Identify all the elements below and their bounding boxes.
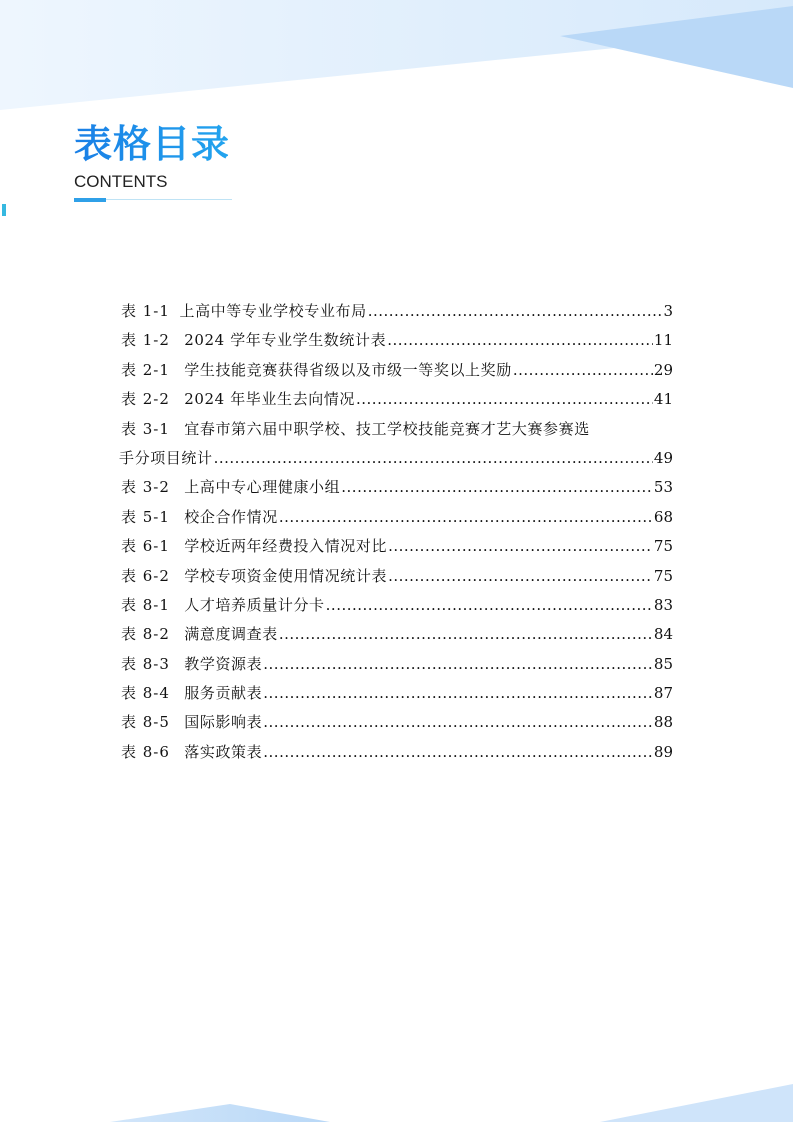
table-of-contents — [121, 297, 673, 767]
toc-entry-page: 41 — [653, 390, 673, 409]
toc-entry[interactable] — [121, 650, 673, 679]
toc-entry-label: 表 3-2 — [121, 478, 170, 497]
toc-entry-page: 88 — [653, 713, 673, 732]
toc-entry[interactable] — [121, 356, 673, 385]
toc-entry-page: 75 — [653, 566, 673, 585]
toc-entry-page: 75 — [653, 537, 673, 556]
toc-entry[interactable] — [121, 473, 673, 502]
toc-leader-dots — [388, 562, 653, 591]
toc-entry-label: 表 8-5 — [121, 713, 170, 732]
toc-leader-dots — [513, 356, 653, 385]
toc-entry-title: 满意度调查表 — [184, 625, 278, 644]
toc-entry[interactable] — [121, 708, 673, 737]
toc-entry-label: 表 6-1 — [121, 537, 170, 556]
toc-leader-dots — [326, 591, 653, 620]
toc-entry-title: 校企合作情况 — [184, 507, 278, 526]
toc-entry[interactable] — [121, 415, 673, 444]
toc-leader-dots — [263, 708, 653, 737]
underline-rule — [106, 199, 232, 200]
toc-entry[interactable] — [121, 385, 673, 414]
title-underline — [74, 198, 232, 203]
toc-entry[interactable] — [121, 562, 673, 591]
toc-leader-dots — [263, 650, 653, 679]
toc-leader-dots — [368, 297, 663, 326]
toc-entry[interactable] — [121, 738, 673, 767]
toc-entry[interactable] — [121, 620, 673, 649]
toc-leader-dots — [387, 326, 653, 355]
toc-leader-dots — [279, 503, 653, 532]
toc-entry-title: 学校专项资金使用情况统计表 — [184, 566, 388, 585]
toc-entry-title: 教学资源表 — [184, 654, 263, 673]
toc-entry[interactable] — [121, 532, 673, 561]
toc-entry-title: 服务贡献表 — [184, 684, 263, 703]
toc-entry-page: 89 — [653, 742, 673, 761]
toc-leader-dots — [263, 679, 653, 708]
toc-entry[interactable] — [121, 326, 673, 355]
toc-leader-dots — [388, 532, 653, 561]
toc-entry-title: 国际影响表 — [184, 713, 263, 732]
toc-leader-dots — [279, 620, 653, 649]
top-banner-decoration — [0, 0, 793, 120]
toc-entry-page: 85 — [653, 654, 673, 673]
toc-entry-page: 84 — [653, 625, 673, 644]
bottom-banner-decoration — [0, 1080, 793, 1122]
toc-entry-page: 68 — [653, 507, 673, 526]
page-subtitle: CONTENTS — [74, 172, 168, 191]
toc-entry-title: 2024 年毕业生去向情况 — [184, 390, 355, 409]
toc-entry-label: 表 8-6 — [121, 742, 170, 761]
toc-entry-title: 上高中专心理健康小组 — [184, 478, 341, 497]
toc-entry-title: 落实政策表 — [184, 742, 263, 761]
toc-entry-label: 表 2-2 — [121, 390, 170, 409]
toc-entry-page: 3 — [663, 302, 673, 320]
toc-entry-page: 11 — [653, 331, 673, 350]
toc-entry-title: 2024 学年专业学生数统计表 — [184, 331, 387, 350]
toc-entry-label: 表 8-1 — [121, 595, 170, 614]
toc-entry-label: 表 8-2 — [121, 625, 170, 644]
toc-entry[interactable] — [121, 297, 673, 326]
toc-entry-title: 上高中等专业学校专业布局 — [179, 302, 367, 320]
toc-leader-dots — [356, 385, 653, 414]
toc-entry-title: 学生技能竞赛获得省级以及市级一等奖以上奖励 — [184, 360, 512, 379]
toc-entry-label: 表 5-1 — [121, 507, 170, 526]
toc-entry-continued[interactable] — [119, 444, 673, 473]
left-edge-mark — [2, 204, 6, 216]
toc-entry-page: 29 — [653, 360, 673, 379]
toc-leader-dots — [214, 444, 653, 473]
toc-entry-label: 表 2-1 — [121, 360, 170, 379]
underline-accent — [74, 198, 106, 202]
toc-entry-page: 87 — [653, 684, 673, 703]
toc-entry-label: 表 8-3 — [121, 654, 170, 673]
toc-entry-page: 53 — [653, 478, 673, 497]
toc-entry-label: 表 1-2 — [121, 331, 170, 350]
toc-entry-page: 83 — [653, 595, 673, 614]
toc-entry-title: 人才培养质量计分卡 — [184, 595, 325, 614]
toc-entry-label: 表 1-1 — [121, 302, 170, 320]
toc-leader-dots — [341, 473, 653, 502]
toc-entry-label: 表 8-4 — [121, 684, 170, 703]
page-title: 表格目录 — [74, 122, 231, 166]
toc-entry[interactable] — [121, 503, 673, 532]
toc-entry[interactable] — [121, 679, 673, 708]
toc-entry-title: 宜春市第六届中职学校、技工学校技能竞赛才艺大赛参赛选 — [184, 419, 590, 438]
toc-entry-page: 49 — [653, 448, 673, 467]
toc-entry-title: 学校近两年经费投入情况对比 — [184, 537, 388, 556]
toc-leader-dots — [263, 738, 653, 767]
toc-entry-label: 表 6-2 — [121, 566, 170, 585]
toc-entry-label: 表 3-1 — [121, 419, 170, 438]
toc-entry-title-continued: 手分项目统计 — [119, 448, 213, 467]
toc-entry[interactable] — [121, 591, 673, 620]
